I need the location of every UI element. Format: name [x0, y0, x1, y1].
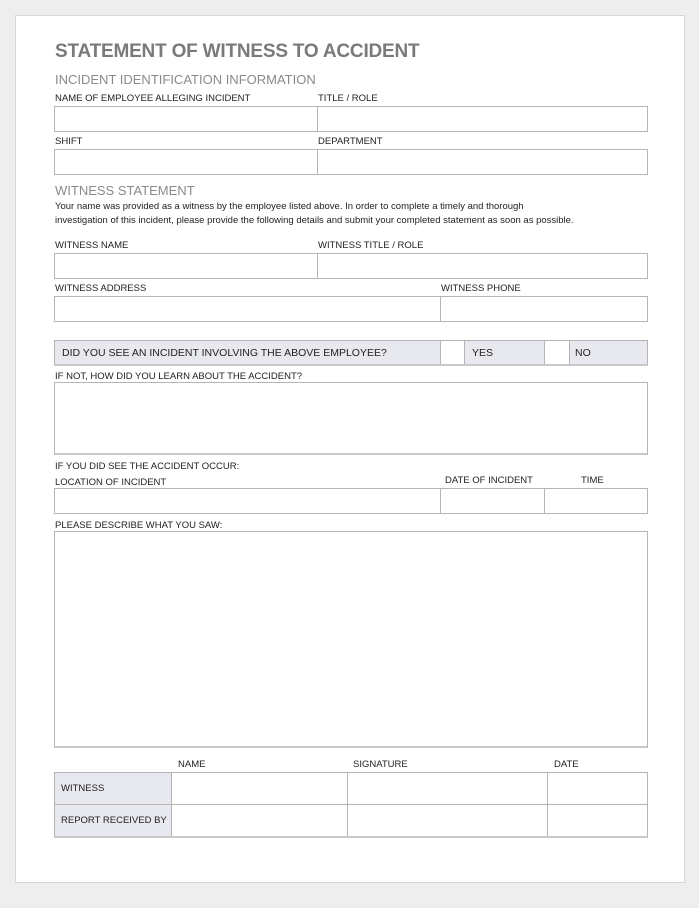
- location-label: LOCATION OF INCIDENT: [55, 477, 167, 488]
- no-label: NO: [575, 347, 591, 359]
- date-field[interactable]: [441, 489, 545, 513]
- sig-header-date: DATE: [554, 759, 579, 770]
- yes-checkbox[interactable]: [441, 341, 465, 364]
- shift-label: SHIFT: [55, 136, 83, 147]
- learned-field[interactable]: [54, 382, 648, 455]
- section-heading-incident: INCIDENT IDENTIFICATION INFORMATION: [55, 72, 316, 87]
- incident-question-cell: [55, 341, 441, 364]
- witness-intro: [55, 200, 655, 228]
- incident-question-text: DID YOU SEE AN INCIDENT INVOLVING THE ABOVE EMPLOYEE?: [62, 347, 387, 359]
- title-role-field[interactable]: [318, 107, 647, 131]
- witness-phone-label: WITNESS PHONE: [441, 283, 521, 294]
- date-label: DATE OF INCIDENT: [445, 475, 533, 486]
- signature-table: [54, 772, 648, 838]
- witness-name-field[interactable]: [55, 254, 318, 278]
- department-field[interactable]: [318, 150, 647, 174]
- form-page: [15, 15, 685, 883]
- no-checkbox[interactable]: [545, 341, 570, 364]
- witness-name-label: WITNESS NAME: [55, 240, 129, 251]
- witness-name-row: [54, 253, 648, 279]
- sig-header-signature: SIGNATURE: [353, 759, 408, 770]
- no-option: [570, 341, 647, 364]
- occurrence-row: [54, 488, 648, 514]
- witness-intro-line-2: investigation of this incident, please provide the following details and submit your completed statement as soon as possible.: [55, 215, 574, 226]
- yes-label: YES: [472, 347, 494, 359]
- witness-title-label: WITNESS TITLE / ROLE: [318, 240, 424, 251]
- sig-row-received-by: REPORT RECEIVED BY: [61, 815, 167, 826]
- witness-title-field[interactable]: [318, 254, 647, 278]
- witness-address-label: WITNESS ADDRESS: [55, 283, 147, 294]
- occurrence-intro: IF YOU DID SEE THE ACCIDENT OCCUR:: [55, 461, 240, 472]
- yes-option: [465, 341, 545, 364]
- employee-row: [54, 106, 648, 132]
- time-label: TIME: [581, 475, 604, 486]
- page-title: STATEMENT OF WITNESS TO ACCIDENT: [55, 41, 420, 62]
- describe-label: PLEASE DESCRIBE WHAT YOU SAW:: [55, 520, 223, 531]
- department-label: DEPARTMENT: [318, 136, 383, 147]
- employee-name-field[interactable]: [55, 107, 318, 131]
- section-heading-witness: WITNESS STATEMENT: [55, 183, 195, 198]
- witness-intro-line-1: Your name was provided as a witness by the employee listed above. In order to complete a timely and thorough: [55, 201, 524, 212]
- describe-field[interactable]: [54, 531, 648, 748]
- learned-label: IF NOT, HOW DID YOU LEARN ABOUT THE ACCIDENT?: [55, 371, 303, 382]
- sig-row-witness: WITNESS: [61, 783, 105, 794]
- witness-phone-field[interactable]: [441, 297, 647, 321]
- sig-header-name: NAME: [178, 759, 206, 770]
- incident-question-row: [54, 340, 648, 366]
- time-field[interactable]: [545, 489, 647, 513]
- witness-address-field[interactable]: [55, 297, 441, 321]
- shift-row: [54, 149, 648, 175]
- witness-address-row: [54, 296, 648, 322]
- sig-row-divider: [55, 804, 647, 805]
- title-role-label: TITLE / ROLE: [318, 93, 378, 104]
- shift-field[interactable]: [55, 150, 318, 174]
- location-field[interactable]: [55, 489, 441, 513]
- employee-name-label: NAME OF EMPLOYEE ALLEGING INCIDENT: [55, 93, 251, 104]
